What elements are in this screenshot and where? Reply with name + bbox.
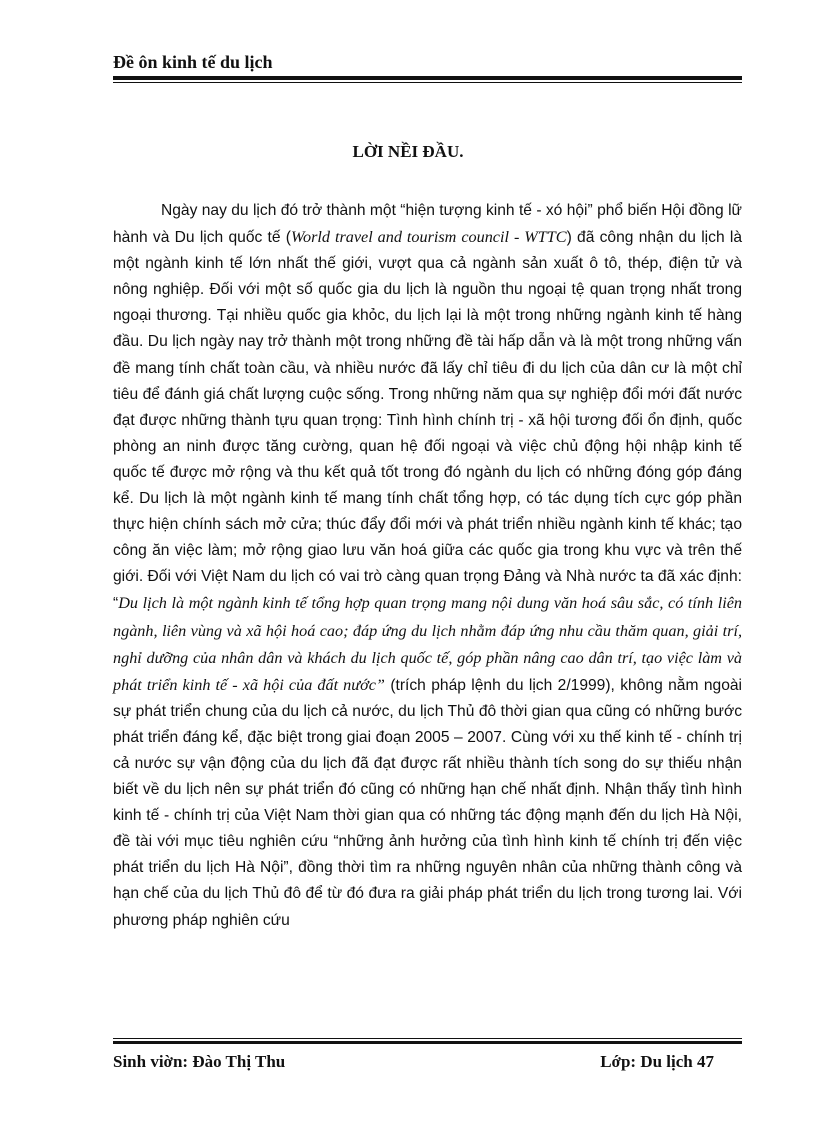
header-rule-thick [113, 76, 742, 80]
footer-class: Lớp: Du lịch 47 [600, 1052, 714, 1071]
paragraph-text-1: Ngày nay du lịch đó trở thành một “hiện tượng kinh tế - xó hội” phổ biến Hội đồng lữ hành và Du lịch quốc tế ( [113, 202, 742, 247]
paragraph-italic-wttc: World travel and tourism council - WTTC [291, 228, 567, 247]
paragraph-text-3: (trích pháp lệnh du lịch 2/1999), không nằm ngoài sự phát triển chung của du lịch cả nước, du lịch Thủ đô thời gian qua cũng có những bước phát triển đáng kể, đặc biệt trong giai đoạn 2005 – 2007. Cùng với xu thế kinh tế - chính trị cả nước sự vận động của du lịch đã đạt được rất nhiều thành tích song do sự thiếu nhận biết về du lịch nên sự phát triển đó cũng có những hạn chế nhất định. Nhận thấy tình hình kinh tế - chính trị của Việt Nam thời gian qua có những tác động mạnh đến du lịch Hà Nội, đề tài với mục tiêu nghiên cứu “những ảnh hưởng của tình hình kinh tế chính trị đến việc phát triển du lịch Hà Nội”, đồng thời tìm ra những nguyên nhân của những thành công và hạn chế của du lịch Thủ đô để từ đó đưa ra giải pháp phát triển du lịch trong tương lai. Với phương pháp nghiên cứu [113, 676, 742, 929]
footer-rule-thin [113, 1038, 742, 1039]
paragraph-italic-quote: Du lịch là một ngành kinh tế tổng hợp quan trọng mang nội dung văn hoá sâu sắc, có tính liên ngành, liên vùng và xã hội hoá cao; đáp ứng du lịch nhằm đáp ứng nhu cầu thăm quan, giải trí, nghỉ dưỡng của nhân dân và khách du lịch quốc tế, góp phần nâng cao dân trí, tạo việc làm và phát triển kinh tế - xã hội của đất nước” [113, 594, 742, 694]
document-body [113, 198, 742, 934]
paragraph-text-2: ) đã công nhận du lịch là một ngành kinh tế lớn nhất thế giới, vượt qua cả ngành sản xuất ô tô, thép, điện tử và nông nghiệp. Đối với một số quốc gia du lịch là nguồn thu ngoại tệ quan trọng nhất trong ngoại thương. Tại nhiều quốc gia khỏc, du lịch lại là một trong những ngành kinh tế hàng đầu. Du lịch ngày nay trở thành một trong những đề tài hấp dẫn và là một trong những vấn đề mang tính chất toàn cầu, và nhiều nước đã lấy chỉ tiêu đi du lịch của dân cư là một chỉ tiêu để đánh giá chất lượng cuộc sống. Trong những năm qua sự nghiệp đổi mới đất nước đạt được những thành tựu quan trọng: Tình hình chính trị - xã hội tương đối ổn định, quốc phòng an ninh được tăng cường, quan hệ đối ngoại và việc chủ động hội nhập kinh tế quốc tế được mở rộng và thu kết quả tốt trong đó ngành du lịch có những đóng góp đáng kể. Du lịch là một ngành kinh tế mang tính chất tổng hợp, có tác dụng tích cực góp phần thực hiện chính sách mở cửa; thúc đẩy đổi mới và phát triển nhiều ngành kinh tế khác; tạo công ăn việc làm; mở rộng giao lưu văn hoá giữa các quốc gia trong khu vực và trên thế giới. Đối với Việt Nam du lịch có vai trò càng quan trọng Đảng và Nhà nước ta đã xác định: “ [113, 229, 743, 613]
footer-student: Sinh viờn: Đào Thị Thu [113, 1052, 286, 1071]
footer-row [113, 1052, 742, 1072]
document-title: LỜI NỀI ĐẦU. [352, 142, 464, 161]
footer-rule-thick [113, 1041, 742, 1044]
header-title: Đề ôn kinh tế du lịch [113, 52, 273, 72]
header-rule-thin [113, 82, 742, 83]
page-footer [113, 1038, 742, 1072]
intro-paragraph [113, 198, 742, 934]
page-header [113, 51, 742, 83]
